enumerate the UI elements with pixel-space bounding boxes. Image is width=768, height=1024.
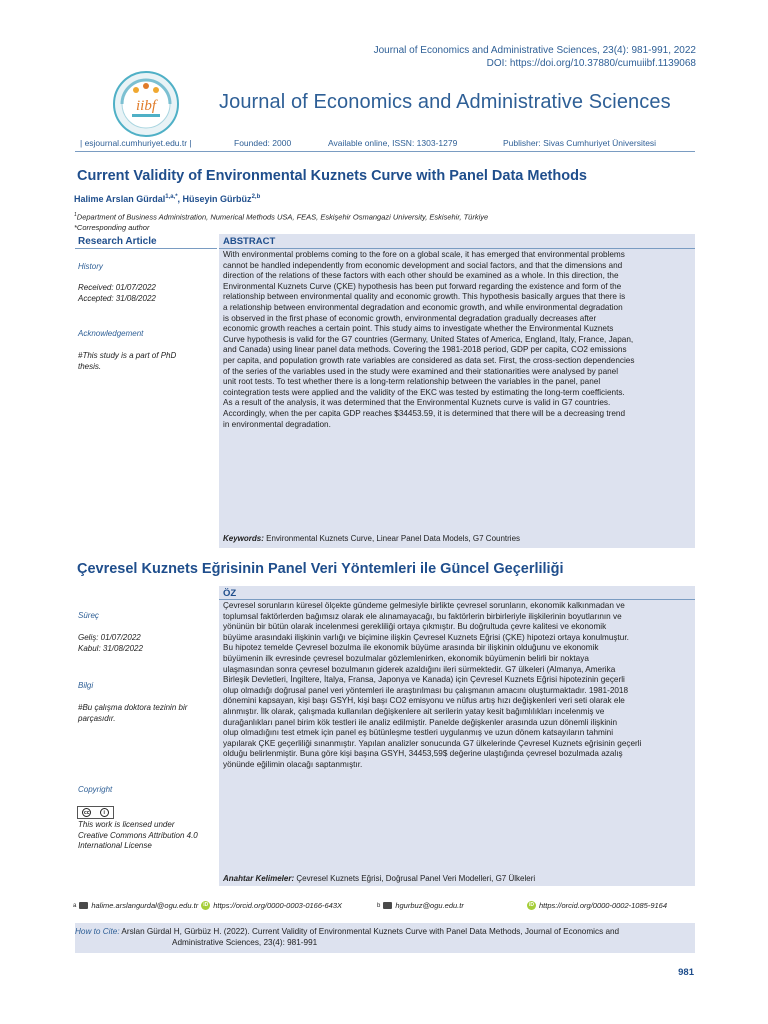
research-article-heading: Research Article [78, 236, 157, 247]
citation-block [374, 44, 696, 70]
abstract-line: economic growth reaches a certain point. This study aims to investigate whether the Environmental Kuznets [223, 324, 614, 334]
abstract-line: per capita, and population growth rate variables are considered as data set. First, the cross-section dependencies [223, 355, 635, 365]
keywords-tr [223, 874, 535, 883]
affiliation-text: Department of Business Administration, Numerical Methods USA, FEAS, Eskişehir Osmangazi University, Eskisehir, Türkiye [76, 212, 489, 222]
history-dates [78, 283, 156, 304]
header-divider [75, 151, 695, 152]
oz-line: büyüme arasındaki ilişkinin varlığı ve biçimine ilişkin Çevresel Kuznets Eğrisi (ÇKE) hipotezi ortaya konulmuştur. [223, 632, 629, 642]
author-1-orcid[interactable]: https://orcid.org/0000-0003-0166-643X [213, 901, 343, 910]
journal-title: Journal of Economics and Administrative Sciences [219, 91, 671, 113]
abstract-line: and Canada) using linear panel data methods. Covering the 1981-2018 period, GDP per capita, CO2 emissions [223, 345, 627, 355]
accepted-date: Accepted: 31/08/2022 [78, 293, 156, 303]
abstract-line: direction of the relations of these factors with each other should be examined as a whole. In this direction, the [223, 271, 619, 281]
accepted-date-tr: Kabul: 31/08/2022 [78, 643, 143, 653]
affiliation-block [74, 210, 488, 233]
info-label: Bilgi [78, 681, 94, 690]
keywords-label: Keywords: [223, 534, 264, 543]
cc-license-icon[interactable]: cc i [77, 806, 114, 819]
abstract-line: in environmental degradation. [223, 419, 331, 429]
svg-text:iibf: iibf [135, 98, 157, 114]
acknowledgement-line: #This study is a part of PhD [78, 351, 177, 360]
abstract-heading: ABSTRACT [223, 236, 276, 247]
founded-text: Founded: 2000 [234, 138, 292, 148]
keywords-label-tr: Anahtar Kelimeler: [223, 874, 295, 883]
abstract-line: cointegration tests were applied and the validity of the EKC was tested by estimating the long-term coefficients. [223, 387, 625, 397]
oz-heading: ÖZ [223, 588, 237, 599]
oz-line: ulaşmasından sonra çevresel bozulmanın giderek azaldığını ileri sürmektedir. G7 ülkeleri (Almanya, Amerika [223, 664, 616, 674]
oz-line: Bu hipotez temelde Çevresel bozulma ile ekonomik büyüme arasında bir ilişkinin olduğunu ve ekonomik [223, 643, 599, 653]
oz-line: olduğu belirlenmiştir. Buna göre kişi başına GSYH, 34453,59$ değerine ulaştığında çevresel bozulmada azalış [223, 749, 623, 759]
info-line: parçasıdır. [78, 713, 116, 723]
license-line: International License [78, 841, 152, 850]
how-to-cite-box [75, 923, 695, 953]
oz-line: yapılarak ÇKE geçerliliği sınanmıştır. Yapılan analizler sonucunda G7 ülkelerinde Çevresel Kuznets eğrisinin geçerli [223, 738, 642, 748]
keywords-text: Environmental Kuznets Curve, Linear Panel Data Models, G7 Countries [263, 534, 521, 543]
author-1-sup: 1,a,* [165, 194, 178, 200]
author-1-contact [73, 901, 342, 910]
issn-text: Available online, ISSN: 1303-1279 [328, 138, 458, 148]
author-1-email[interactable]: halime.arslangurdal@ogu.edu.tr [91, 901, 199, 910]
process-label: Süreç [78, 611, 99, 620]
oz-line: Birleşik Devletleri, İngiltere, İtalya, Fransa, Japonya ve Kanada) için Çevresel Kuznets Eğrisi hipotezinin geçerli [223, 675, 625, 685]
acknowledgement-text [78, 351, 176, 372]
paper-title: Current Validity of Environmental Kuznets Curve with Panel Data Methods [77, 168, 587, 184]
process-dates [78, 633, 143, 654]
license-line: Creative Commons Attribution 4.0 [78, 830, 198, 840]
abstract-line: a relationship between environmental degradation and economic growth, and while environmental degradation [223, 302, 623, 312]
info-text [78, 703, 187, 724]
journal-logo [110, 70, 182, 138]
abstract-line: is observed in the first phase of economic growth, environmental degradation gradually decreases after [223, 313, 597, 323]
author-2-contact [377, 901, 464, 910]
orcid-icon: iD [529, 902, 534, 908]
acknowledgement-line: thesis. [78, 361, 102, 371]
oz-line: olup olmadığı doğrusal panel veri yöntemleri ile araştırılması bu çalışmanın amacını oluşturmaktadır. 1981-2018 [223, 685, 629, 695]
oz-divider [219, 599, 695, 600]
license-line: This work is licensed under [78, 820, 175, 829]
abstract-line: of the series of the variables used in the study were examined and their stationarities were analysed by panel [223, 366, 619, 376]
abstract-text-tr [223, 601, 691, 771]
corresponding-author: *Corresponding author [74, 222, 150, 232]
author-1: Halime Arslan Gürdal [74, 194, 166, 204]
publisher-text: Publisher: Sivas Cumhuriyet Üniversitesi [503, 138, 657, 148]
copyright-label: Copyright [78, 785, 113, 794]
citation-line: Journal of Economics and Administrative Sciences, 23(4): 981-991, 2022 [373, 45, 696, 56]
abstract-text-en [223, 250, 691, 430]
author-2-sup: 2,b [251, 194, 261, 200]
keywords-en [223, 534, 520, 543]
oz-line: dönemini kapsayan, kişi başı GSYH, kişi başı CO2 emisyonu ve nüfus artış hızı değişkenleri veri seti olarak ele [223, 696, 625, 706]
oz-line: Çevresel sorunların küresel ölçekte gündeme gelmesiyle birlikte çevresel sorunların, ekonomik kalkınmadan ve [223, 601, 625, 610]
abstract-divider [219, 248, 695, 249]
keywords-text-tr: Çevresel Kuznets Eğrisi, Doğrusal Panel Veri Modelleri, G7 Ülkeleri [294, 874, 536, 883]
envelope-icon [383, 902, 392, 909]
oz-line: büyümenin ilk evresinde çevresel bozulmalar gözlemlenirken, ekonomik büyümenin belirli bir noktaya [223, 653, 589, 663]
oz-line: yönünde eğilimin olacağı saptanmıştır. [223, 759, 363, 769]
page-number: 981 [678, 967, 694, 978]
orcid-icon: iD [203, 902, 209, 908]
abstract-line: cannot be handled independently from economic development and social factors, and that the dimensions and [223, 260, 623, 270]
authors-line [74, 194, 260, 204]
abstract-line: unit root tests. To test whether there is a long-term relationship between the variables in the panel, panel [223, 377, 601, 387]
doi-link[interactable]: DOI: https://doi.org/10.37880/cumuiibf.1139068 [486, 58, 696, 69]
author-2-email[interactable]: hgurbuz@ogu.edu.tr [395, 901, 464, 910]
oz-line: yönünün bir bütün olarak incelenmesi gerekliliği ortaya çıkmıştır. Bu doğrultuda çevre kalitesi ve ekonomik [223, 622, 607, 632]
abstract-line: As a result of the analysis, it was determined that the Environmental Kuznets curve is valid in G7 countries. [223, 398, 611, 408]
abstract-line: With environmental problems coming to the fore on a global scale, it has emerged that environmental problems [223, 250, 625, 259]
how-to-cite-label: How to Cite: [75, 927, 120, 936]
oz-line: toplumsal faktörlerden bağımsız olarak ele alınamayacağı, bu faktörlerin birbirleriyle ilişkilerinin boyutlarının ve [223, 611, 622, 621]
acknowledgement-label: Acknowledgement [78, 329, 144, 338]
abstract-line: Environmental Kuznets Curve (ÇKE) hypothesis has been put forward regarding the existence and form of the [223, 281, 622, 291]
abstract-line: Accordingly, when the per capita GDP reaches $34453.59, it is determined that there will be a decreasing trend [223, 408, 626, 418]
received-date-tr: Geliş: 01/07/2022 [78, 633, 141, 642]
received-date: Received: 01/07/2022 [78, 283, 156, 292]
affiliation-sup: 1 [74, 212, 77, 218]
author-2-orcid-block [527, 901, 667, 910]
contact-prefix: b [377, 902, 381, 909]
abstract-line: relationship between environmental quality and economic growth. This hypothesis basically argues that there is [223, 292, 626, 302]
oz-line: alınmıştır. İlk olarak, çalışmada kullanılan değişkenlere ait serilerin yatay kesit bağımlılıkları incelenmiş ve [223, 706, 605, 716]
how-to-cite-line: Administrative Sciences, 23(4): 981-991 [172, 938, 318, 947]
oz-line: durağanlıkları panel birim kök testleri ile analiz edilmiştir. Panelde değişkenler arasında uzun dönemli ilişkinin [223, 717, 618, 727]
author-2: , Hüseyin Gürbüz [177, 194, 252, 204]
history-label: History [78, 262, 103, 271]
envelope-icon [79, 902, 88, 909]
turkish-title: Çevresel Kuznets Eğrisinin Panel Veri Yöntemleri ile Güncel Geçerliliği [77, 561, 564, 577]
how-to-cite-line: Arslan Gürdal H, Gürbüz H. (2022). Current Validity of Environmental Kuznets Curve with Panel Data Methods, Journal of Economics and [119, 927, 620, 936]
abstract-line: Curve hypothesis is valid for the G7 countries (Germany, United States of America, England, Italy, France, Japan, [223, 334, 634, 344]
journal-site-link[interactable]: | esjournal.cumhuriyet.edu.tr | [80, 138, 192, 148]
contact-prefix: a [73, 902, 77, 909]
oz-line: olup olmadığını test etmek için panel eş bütünleşme testleri uygulanmış ve uzun dönem katsayıların tahmini [223, 728, 614, 738]
author-2-orcid[interactable]: https://orcid.org/0000-0002-1085-9164 [539, 901, 668, 910]
side-divider [75, 248, 217, 249]
info-line: #Bu çalışma doktora tezinin bir [78, 703, 188, 712]
license-text [78, 820, 198, 852]
